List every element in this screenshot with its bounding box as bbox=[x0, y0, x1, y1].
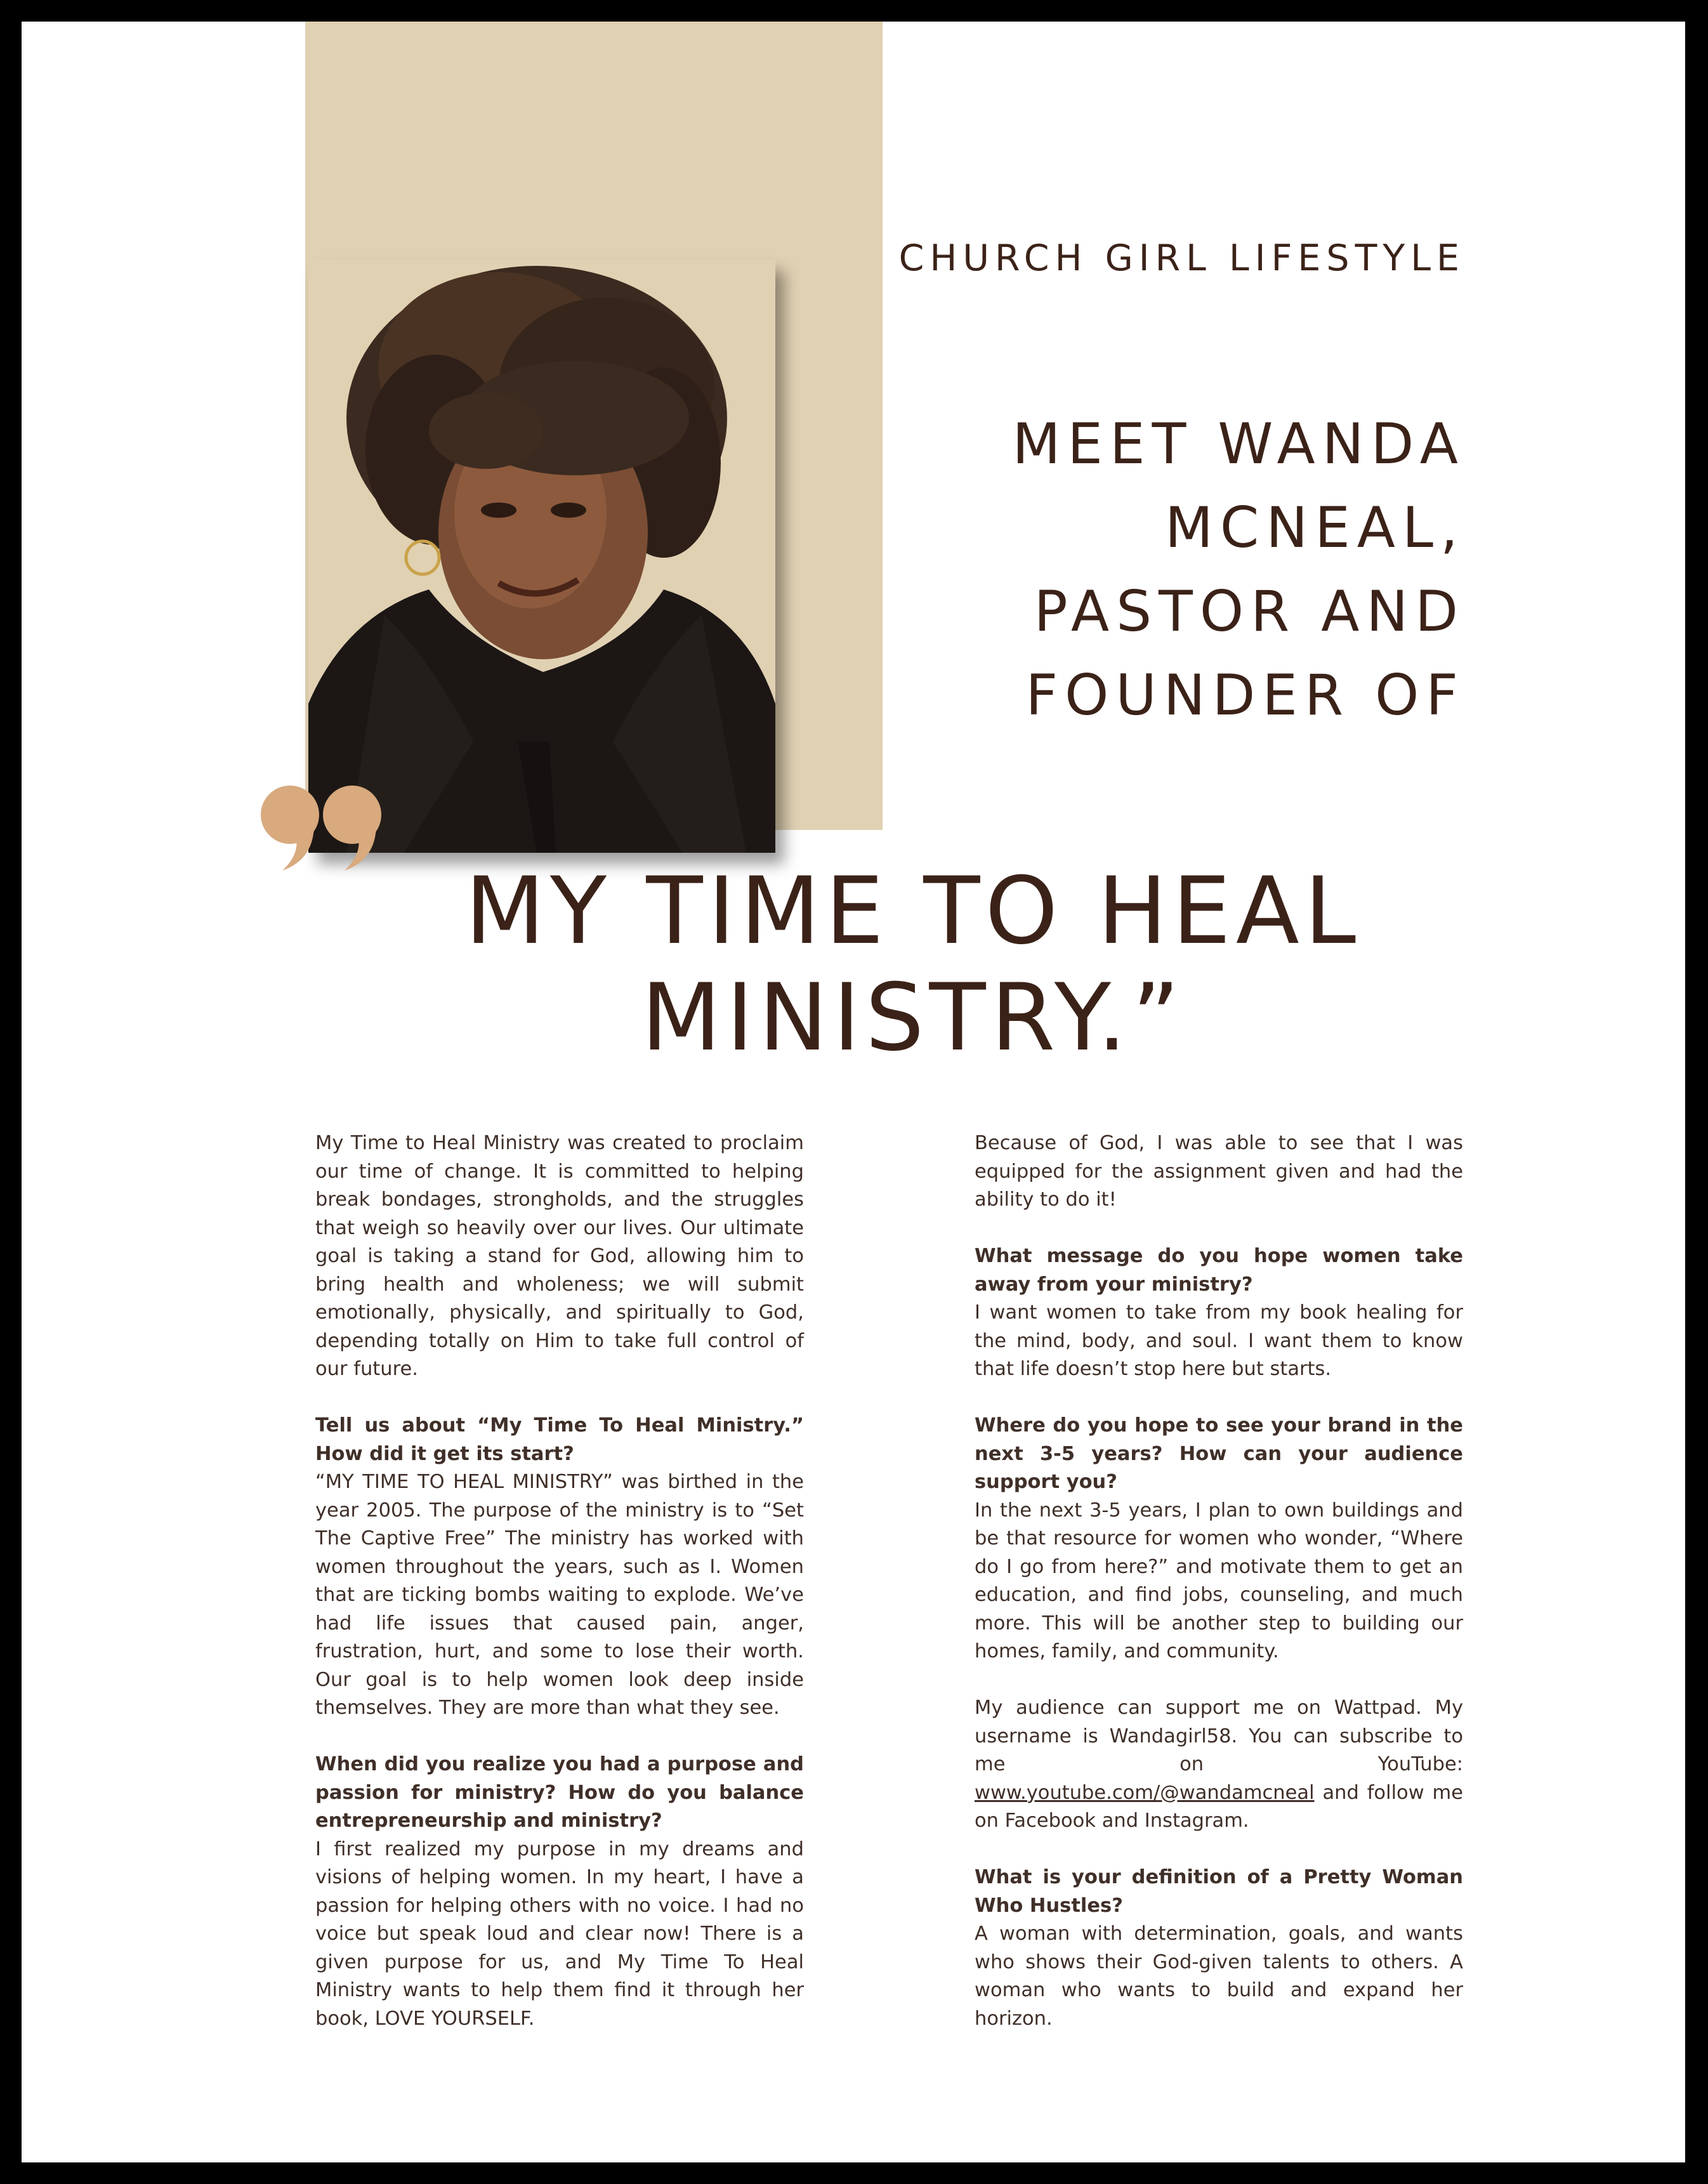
headline-line-4: FOUNDER OF bbox=[1025, 662, 1465, 728]
qa-block-5 bbox=[975, 1864, 1463, 2033]
support-paragraph bbox=[975, 1694, 1463, 1836]
magazine-page bbox=[22, 22, 1685, 2162]
question-4: Where do you hope to see your brand in the next 3-5 years? How can your audience support you? bbox=[975, 1414, 1463, 1493]
question-2: When did you realize you had a purpose and passion for ministry? How do you balance entrepreneurship and ministry? bbox=[315, 1753, 804, 1832]
article-column-right bbox=[975, 1129, 1463, 2062]
qa-block-3 bbox=[975, 1242, 1463, 1384]
answer-5: A woman with determination, goals, and wants who shows their God-given talents to others. A woman who wants to build and expand her horizon. bbox=[975, 1923, 1463, 2030]
answer-4: In the next 3-5 years, I plan to own buildings and be that resource for women who wonder, “Where do I go from here?” and motivate them to get an education, and find jobs, counseling, and much more. This will be another step to building our homes, family, and community. bbox=[975, 1499, 1463, 1662]
answer-2: I first realized my purpose in my dreams and visions of helping women. In my heart, I have a passion for helping others with no voice. I had no voice but speak loud and clear now! There is a given purpose for us, and My Time To Heal Ministry wants to help them find it through her book, LOVE YOURSELF. bbox=[315, 1838, 804, 2030]
answer-1: “MY TIME TO HEAL MINISTRY” was birthed in the year 2005. The purpose of the ministry is to “Set The Captive Free” The ministry has worked with women throughout the years, such as I. Women that are ticking bombs waiting to explode. We’ve had life issues that caused pain, anger, frustration, hurt, and some to lose their worth. Our goal is to help women look deep inside themselves. They are more than what they see. bbox=[315, 1471, 804, 1719]
headline-main-line-2: MINISTRY.” bbox=[641, 964, 1185, 1072]
qa-block-1 bbox=[315, 1412, 804, 1723]
headline-line-3: PASTOR AND bbox=[1034, 579, 1465, 644]
headline-upper bbox=[894, 402, 1465, 737]
qa-block-4 bbox=[975, 1412, 1463, 1666]
headline-main-line-1: MY TIME TO HEAL bbox=[464, 857, 1362, 965]
answer-3: I want women to take from my book healing for the mind, body, and soul. I want them to know that life doesn’t stop here but starts. bbox=[975, 1301, 1463, 1380]
support-text-end: and follow me on Facebook and Instagram. bbox=[975, 1781, 1463, 1832]
question-3: What message do you hope women take away from your ministry? bbox=[975, 1245, 1463, 1296]
question-5: What is your definition of a Pretty Woman Who Hustles? bbox=[975, 1866, 1463, 1917]
youtube-link[interactable]: www.youtube.com/@wandamcneal bbox=[975, 1781, 1315, 1804]
section-label: CHURCH GIRL LIFESTYLE bbox=[898, 237, 1465, 279]
qa-block-2 bbox=[315, 1751, 804, 2033]
headline-line-1: MEET WANDA bbox=[1012, 411, 1465, 477]
headline-line-2: MCNEAL, bbox=[1165, 495, 1465, 560]
intro-paragraph: My Time to Heal Ministry was created to proclaim our time of change. It is committed to helping break bondages, strongholds, and the struggles that weigh so heavily over our lives. Our ultimate goal is taking a stand for God, allowing him to bring health and wholeness; we will submit emotionally, physically, and spiritually to God, depending totally on Him to take full control of our future. bbox=[315, 1132, 804, 1380]
continuation-paragraph: Because of God, I was able to see that I was equipped for the assignment given and had the ability to do it! bbox=[975, 1132, 1463, 1211]
question-1: Tell us about “My Time To Heal Ministry.” How did it get its start? bbox=[315, 1414, 804, 1465]
support-text: My audience can support me on Wattpad. My username is Wandagirl58. You can subscribe to me on YouTube: bbox=[975, 1697, 1463, 1775]
portrait-photo bbox=[308, 260, 775, 853]
headline-main bbox=[301, 858, 1525, 1071]
article-column-left bbox=[315, 1129, 804, 2062]
